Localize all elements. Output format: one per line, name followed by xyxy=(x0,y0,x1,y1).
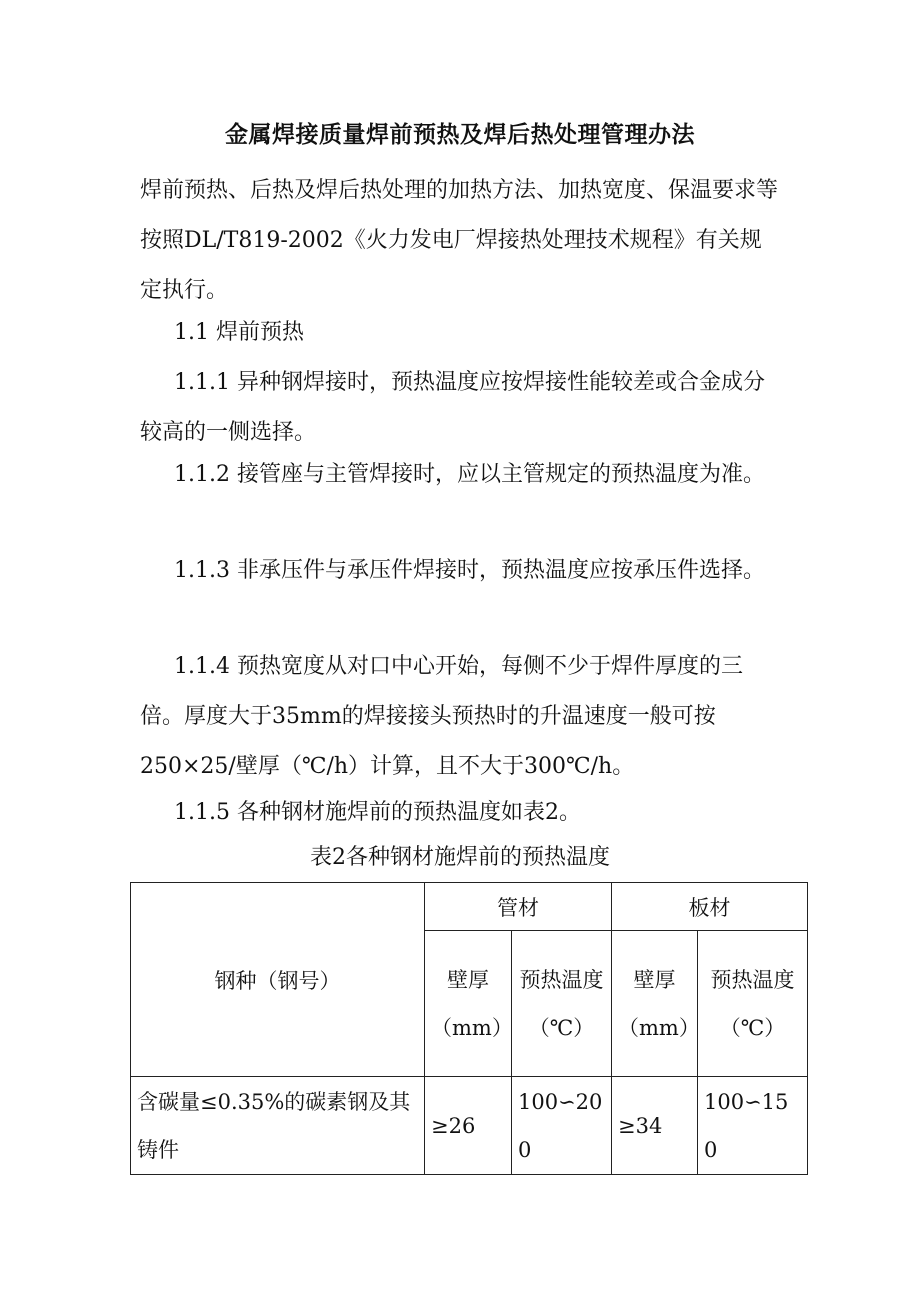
paragraph-1-1-4: 1.1.4 预热宽度从对口中心开始，每侧不少于焊件厚度的三倍。厚度大于35mm的焊接接头预热时的升温速度一般可按250×25/壁厚（℃/h）计算，且不大于300℃/h。 xyxy=(140,654,743,779)
row-steel-cell xyxy=(131,1077,425,1175)
document-title: 金属焊接质量焊前预热及焊后热处理管理办法 xyxy=(225,121,695,148)
row-pipe-thickness: ≥26 xyxy=(431,1113,476,1138)
sub-pipe-temp: 预热温度（℃） xyxy=(519,967,604,1040)
intro-paragraph: 焊前预热、后热及焊后热处理的加热方法、加热宽度、保温要求等按照DL/T819-2002《火力发电厂焊接热处理技术规程》有关规定执行。 xyxy=(140,178,779,303)
sub-plate-thickness: 壁厚（mm） xyxy=(618,967,700,1040)
table-row xyxy=(131,1077,808,1175)
sub-plate-temp: 预热温度（℃） xyxy=(710,967,795,1040)
row-pipe-temp-cell xyxy=(512,1077,612,1175)
row-steel: 含碳量≤0.35%的碳素钢及其铸件 xyxy=(137,1089,411,1162)
preheat-table xyxy=(130,882,808,1175)
row-pipe-temp: 100∽200 xyxy=(518,1089,603,1162)
paragraph-1-1-3: 1.1.3 非承压件与承压件焊接时，预热温度应按承压件选择。 xyxy=(174,558,765,583)
paragraph-1-1-5: 1.1.5 各种钢材施焊前的预热温度如表2。 xyxy=(174,800,581,825)
sub-plate-temp-cell xyxy=(698,931,808,1077)
row-plate-thickness: ≥34 xyxy=(618,1113,663,1138)
sub-plate-thickness-cell xyxy=(612,931,698,1077)
row-plate-temp: 100∽150 xyxy=(704,1089,789,1162)
header-steel: 钢种（钢号） xyxy=(214,968,341,993)
section-heading-1-1: 1.1 焊前预热 xyxy=(174,320,304,345)
row-pipe-thickness-cell xyxy=(425,1077,512,1175)
table-caption: 表2各种钢材施焊前的预热温度 xyxy=(310,845,610,870)
header-steel-cell xyxy=(131,883,425,1077)
row-plate-thickness-cell xyxy=(612,1077,698,1175)
header-pipe: 管材 xyxy=(497,895,539,920)
table-header-row xyxy=(131,883,808,931)
sub-pipe-thickness: 壁厚（mm） xyxy=(431,967,513,1040)
header-plate-cell xyxy=(612,883,808,931)
sub-pipe-temp-cell xyxy=(512,931,612,1077)
header-plate: 板材 xyxy=(688,895,731,920)
row-plate-temp-cell xyxy=(698,1077,808,1175)
paragraph-1-1-1: 1.1.1 异种钢焊接时，预热温度应按焊接性能较差或合金成分较高的一侧选择。 xyxy=(140,370,765,445)
header-pipe-cell xyxy=(425,883,612,931)
paragraph-1-1-2: 1.1.2 接管座与主管焊接时，应以主管规定的预热温度为准。 xyxy=(174,462,765,487)
sub-pipe-thickness-cell xyxy=(425,931,512,1077)
